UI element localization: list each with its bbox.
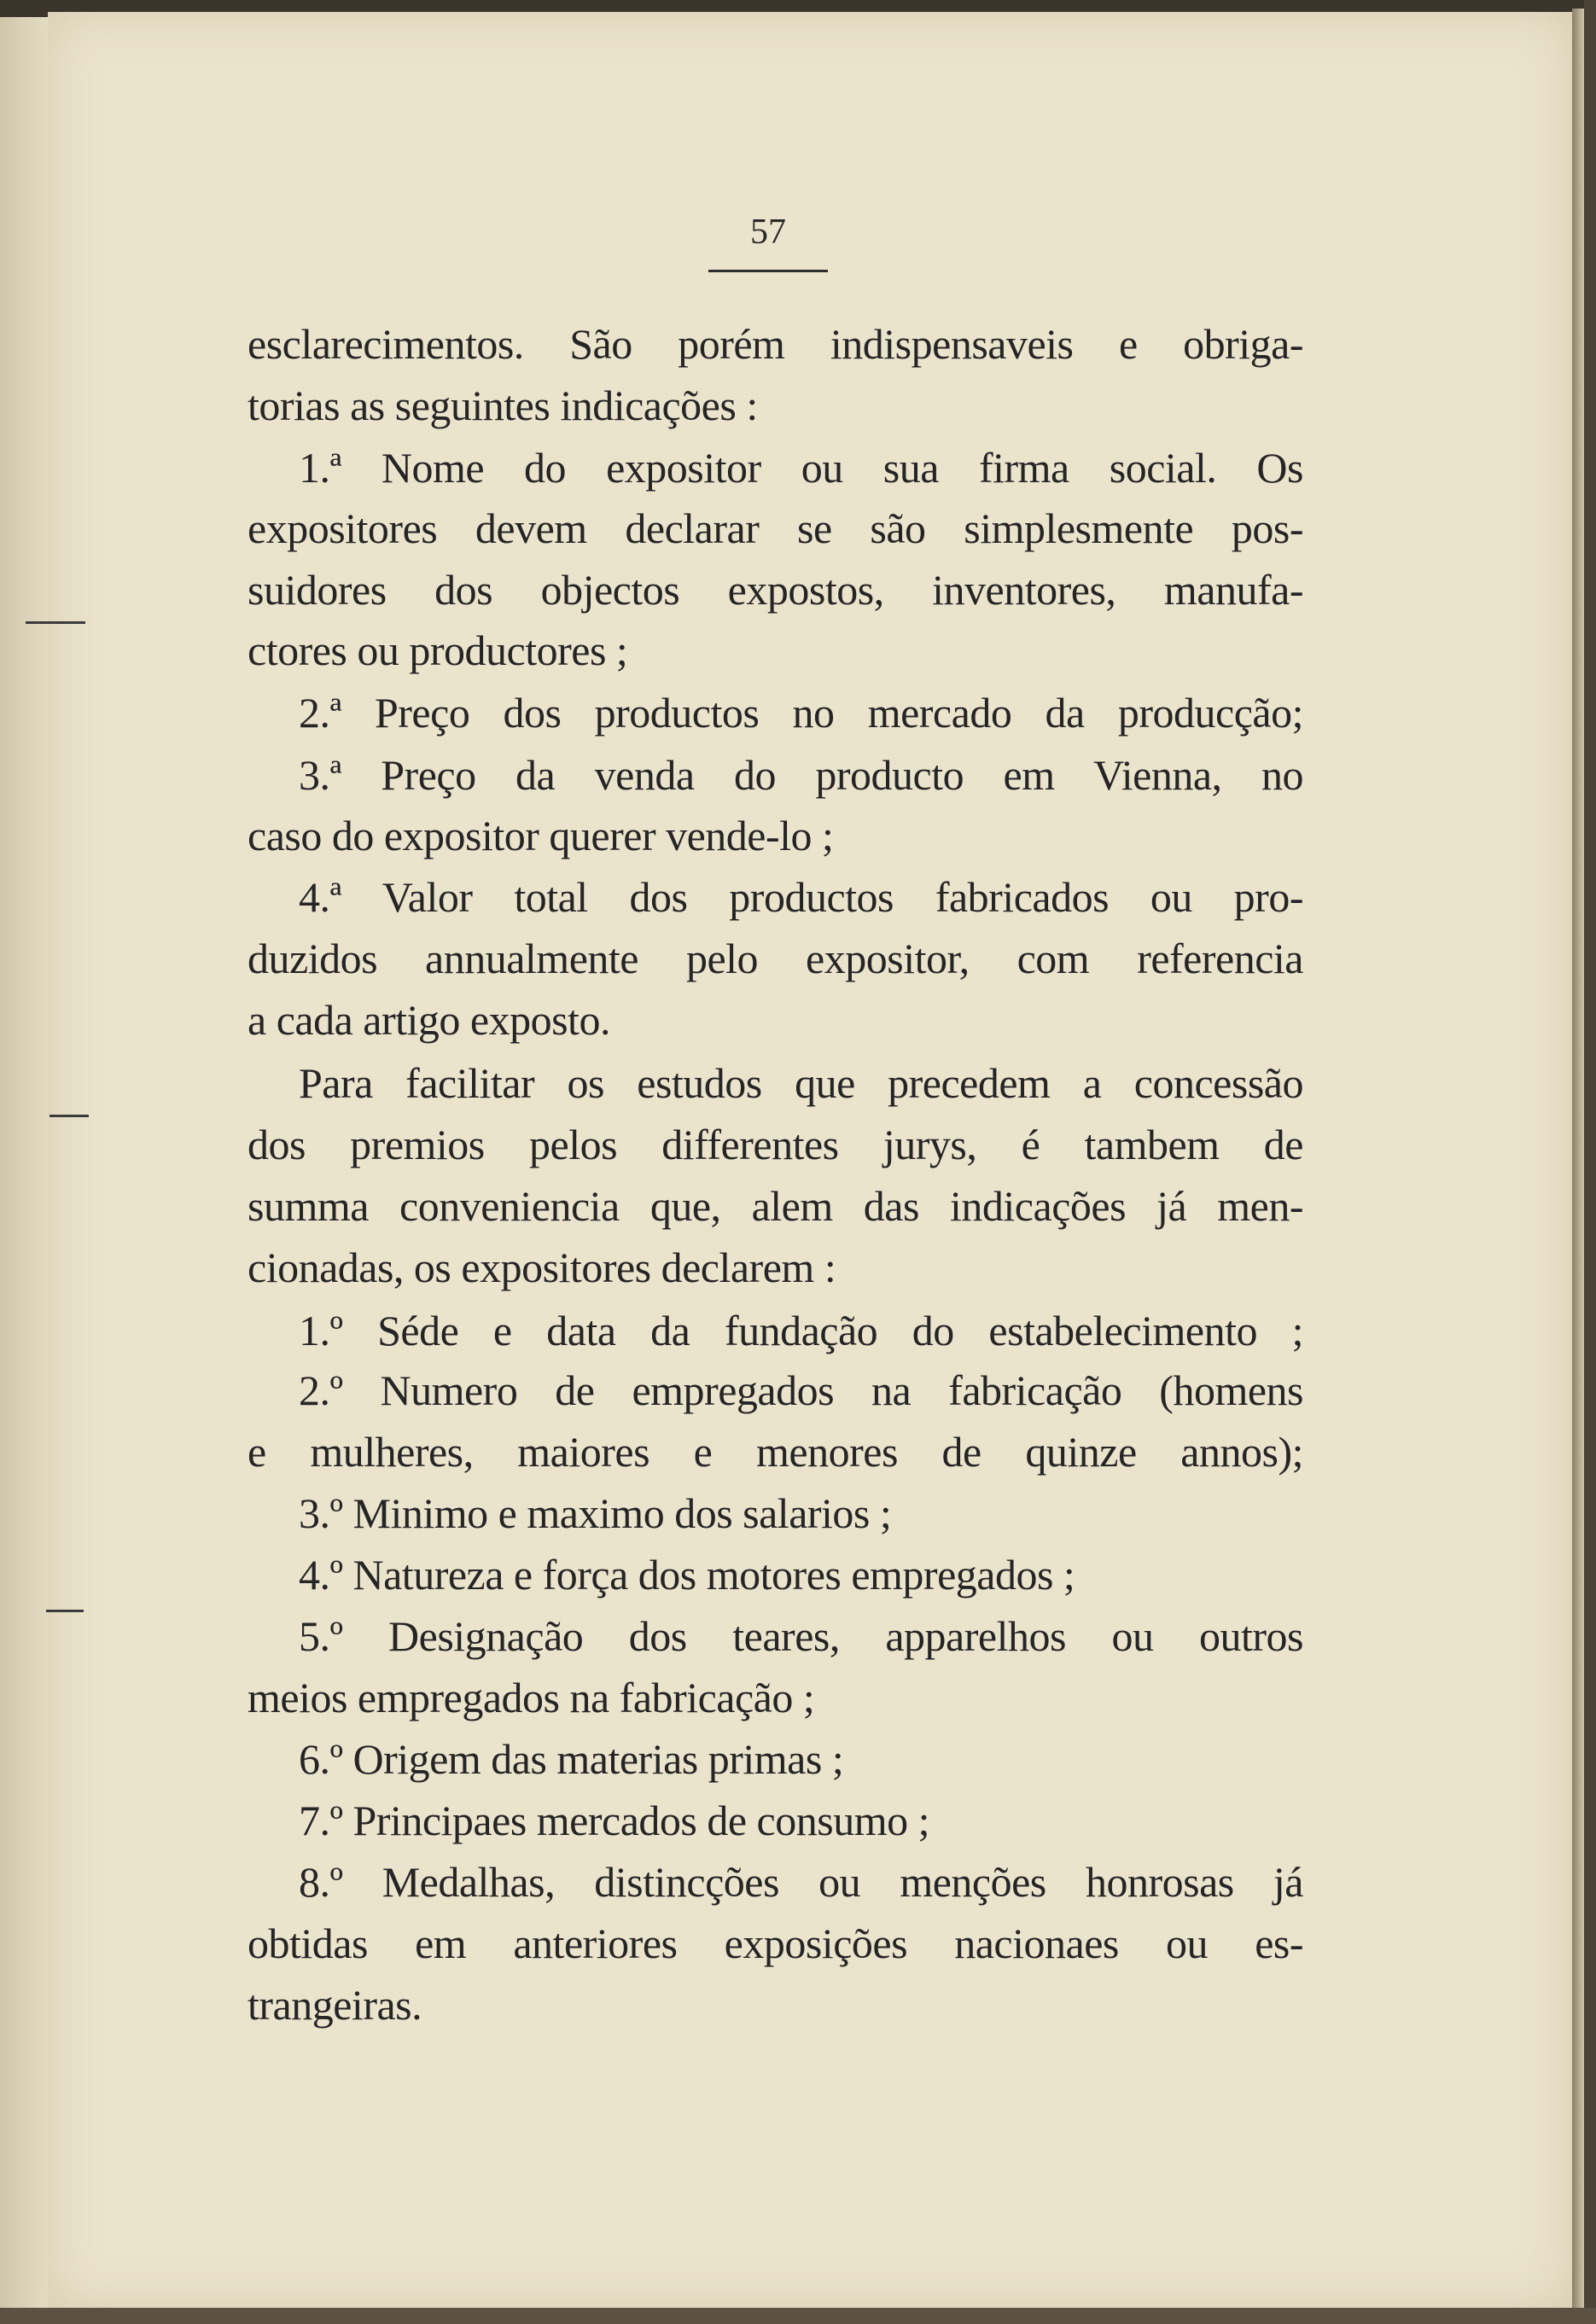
text-line: 4.ª Valor total dos productos fabricados ou pro-	[299, 873, 1303, 921]
page-stack-edge	[1584, 0, 1596, 2324]
text-line: esclarecimentos. São porém indispensaveis e obriga-	[248, 320, 1303, 368]
text-line: 6.º Origem das materias primas ;	[299, 1735, 844, 1783]
text-line: 3.ª Preço da venda do producto em Vienna, no	[299, 751, 1303, 799]
text-line: expositores devem declarar se são simplesmente pos-	[248, 504, 1303, 552]
page-number-rule	[708, 270, 828, 272]
margin-mark	[26, 621, 85, 624]
text-line: dos premios pelos differentes jurys, é tambem de	[248, 1121, 1303, 1168]
text-line: e mulheres, maiores e menores de quinze annos);	[248, 1428, 1303, 1476]
page-edge	[1572, 9, 1584, 2313]
text-line: 3.º Minimo e maximo dos salarios ;	[299, 1489, 892, 1537]
text-line: 7.º Principaes mercados de consumo ;	[299, 1797, 929, 1844]
text-line: torias as seguintes indicações :	[248, 382, 758, 429]
text-line: 5.º Designação dos teares, apparelhos ou outros	[299, 1612, 1303, 1660]
page-number: 57	[750, 213, 786, 252]
text-line: cionadas, os expositores declarem :	[248, 1244, 836, 1291]
text-line: trangeiras.	[248, 1981, 422, 2029]
margin-mark	[46, 1610, 84, 1612]
text-line: duzidos annualmente pelo expositor, com referencia	[248, 935, 1303, 982]
text-line: Para facilitar os estudos que precedem a concessão	[299, 1059, 1303, 1107]
text-line: obtidas em anteriores exposições nacionaes ou es-	[248, 1919, 1303, 1967]
text-line: 1.º Séde e data da fundação do estabelecimento ;	[299, 1307, 1303, 1354]
text-line: a cada artigo exposto.	[248, 996, 610, 1044]
text-line: suidores dos objectos expostos, inventores, manufa-	[248, 566, 1303, 614]
text-line: summa conveniencia que, alem das indicações já men-	[248, 1182, 1303, 1230]
text-line: 1.ª Nome do expositor ou sua firma social. Os	[299, 444, 1303, 492]
margin-mark	[50, 1115, 89, 1117]
text-line: 2.º Numero de empregados na fabricação (homens	[299, 1366, 1303, 1414]
bottom-edge	[0, 2308, 1596, 2324]
text-line: 8.º Medalhas, distincções ou menções honrosas já	[299, 1858, 1303, 1906]
text-line: ctores ou productores ;	[248, 626, 628, 674]
text-line: 2.ª Preço dos productos no mercado da producção;	[299, 689, 1303, 737]
text-line: 4.º Natureza e força dos motores empregados ;	[299, 1551, 1075, 1599]
text-line: meios empregados na fabricação ;	[248, 1674, 815, 1721]
binding-gutter	[0, 17, 51, 2324]
text-line: caso do expositor querer vende-lo ;	[248, 812, 834, 859]
